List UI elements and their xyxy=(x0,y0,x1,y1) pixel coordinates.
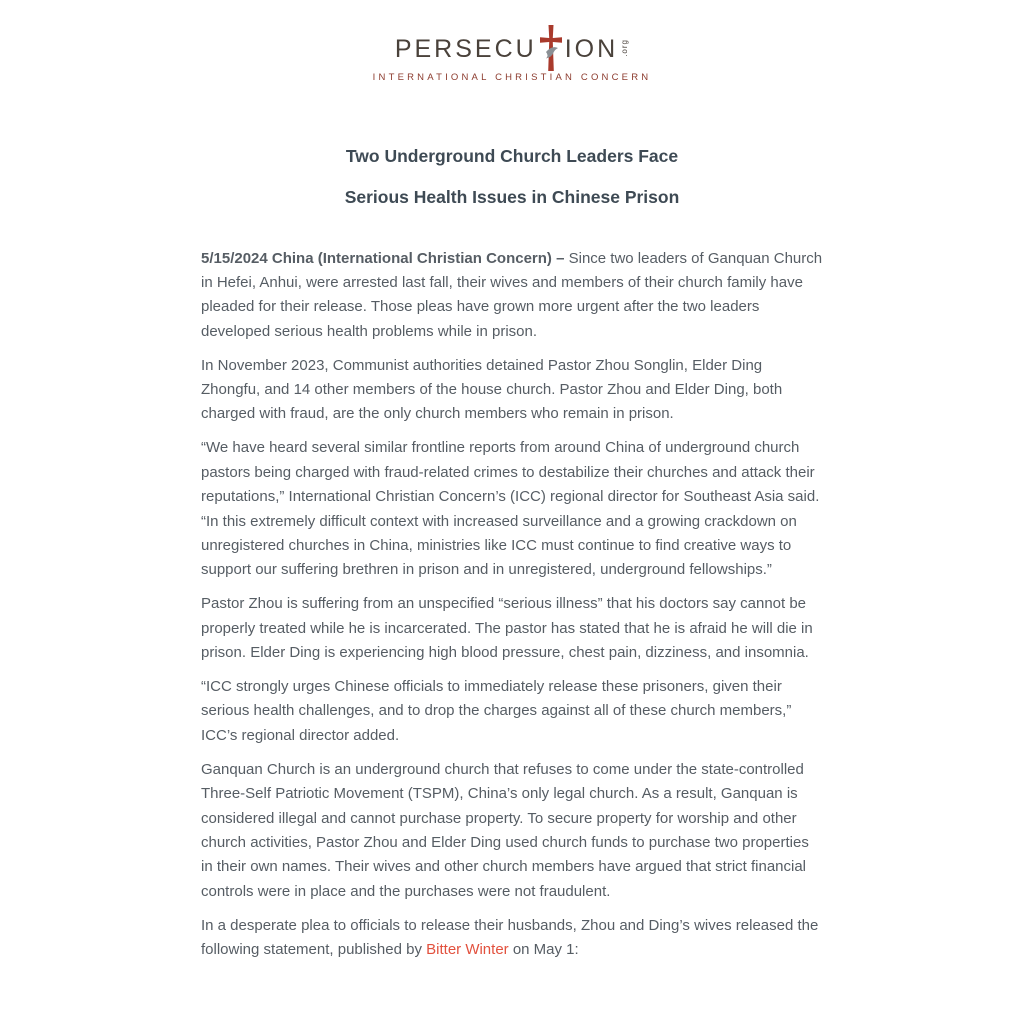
paragraph-text: “ICC strongly urges Chinese officials to immediately release these prisoners, given their serious health challenges, and to drop the charges against all of these church members,” ICC’s regional director added. xyxy=(201,678,792,744)
site-header xyxy=(0,0,1024,83)
paragraph-text: In November 2023, Communist authorities detained Pastor Zhou Songlin, Elder Ding Zhongfu, and 14 other members of the house church. Pastor Zhou and Elder Ding, both charged with fraud, are the only church members who remain in prison. xyxy=(201,356,783,423)
article-paragraph xyxy=(201,436,823,582)
article-title-line-2: Serious Health Issues in Chinese Prison xyxy=(344,186,680,207)
paragraph-text: In a desperate plea to officials to release their husbands, Zhou and Ding’s wives released the following statement, published by xyxy=(201,916,819,959)
bitter-winter-link[interactable]: Bitter Winter xyxy=(426,941,509,959)
brand-text-right: ION xyxy=(564,34,619,63)
article xyxy=(201,83,823,962)
article-paragraph xyxy=(201,758,823,904)
brand-org-suffix: .org xyxy=(620,39,630,57)
logo-tagline: INTERNATIONAL CHRISTIAN CONCERN xyxy=(372,72,652,83)
article-paragraph-dateline xyxy=(201,247,823,345)
paragraph-text: on May 1: xyxy=(508,941,579,959)
brand-text-left: PERSECU xyxy=(394,34,537,63)
paragraph-text: Since two leaders of Ganquan Church in Hefei, Anhui, were arrested last fall, their wives and members of their church family have pleaded for their release. Those pleas have grown more urgent after the two leaders developed serious health problems while in prison. xyxy=(201,249,823,340)
paragraph-text: “We have heard several similar frontline reports from around China of underground church pastors being charged with fraud-related crimes to destabilize their churches and attack their reputations,” International Christian Concern’s (ICC) regional director for Southeast Asia said. “In this extremely difficult context with increased surveillance and a growing crackdown on unregistered churches in China, ministries like ICC must continue to find creative ways to support our suffering brethren in prison and in unregistered, underground fellowships.” xyxy=(201,439,820,579)
logo-wordmark xyxy=(395,26,629,66)
article-paragraph xyxy=(201,592,823,665)
dateline-lead: 5/15/2024 China (International Christian Concern) – xyxy=(201,249,569,267)
article-paragraph xyxy=(201,354,823,427)
paragraph-text: Ganquan Church is an underground church that refuses to come under the state-controlled Three-Self Patriotic Movement (TSPM), China’s only legal church. As a result, Ganquan is considered illegal and cannot purchase property. To secure property for worship and other church activities, Pastor Zhou and Elder Ding used church funds to purchase two properties in their own names. Their wives and other church members have argued that strict financial controls were in place and the purchases were not fraudulent. xyxy=(201,760,809,900)
article-paragraph-with-link xyxy=(201,914,823,963)
article-title xyxy=(201,145,823,209)
article-paragraph xyxy=(201,675,823,748)
cross-icon xyxy=(538,25,564,71)
paragraph-text: Pastor Zhou is suffering from an unspecified “serious illness” that his doctors say cannot be properly treated while he is incarcerated. The pastor has stated that he is afraid he will die in prison. Elder Ding is experiencing high blood pressure, chest pain, dizziness, and insomnia. xyxy=(201,595,813,662)
article-body xyxy=(201,247,823,963)
site-logo[interactable] xyxy=(373,26,652,83)
article-title-line-1: Two Underground Church Leaders Face xyxy=(345,146,679,166)
